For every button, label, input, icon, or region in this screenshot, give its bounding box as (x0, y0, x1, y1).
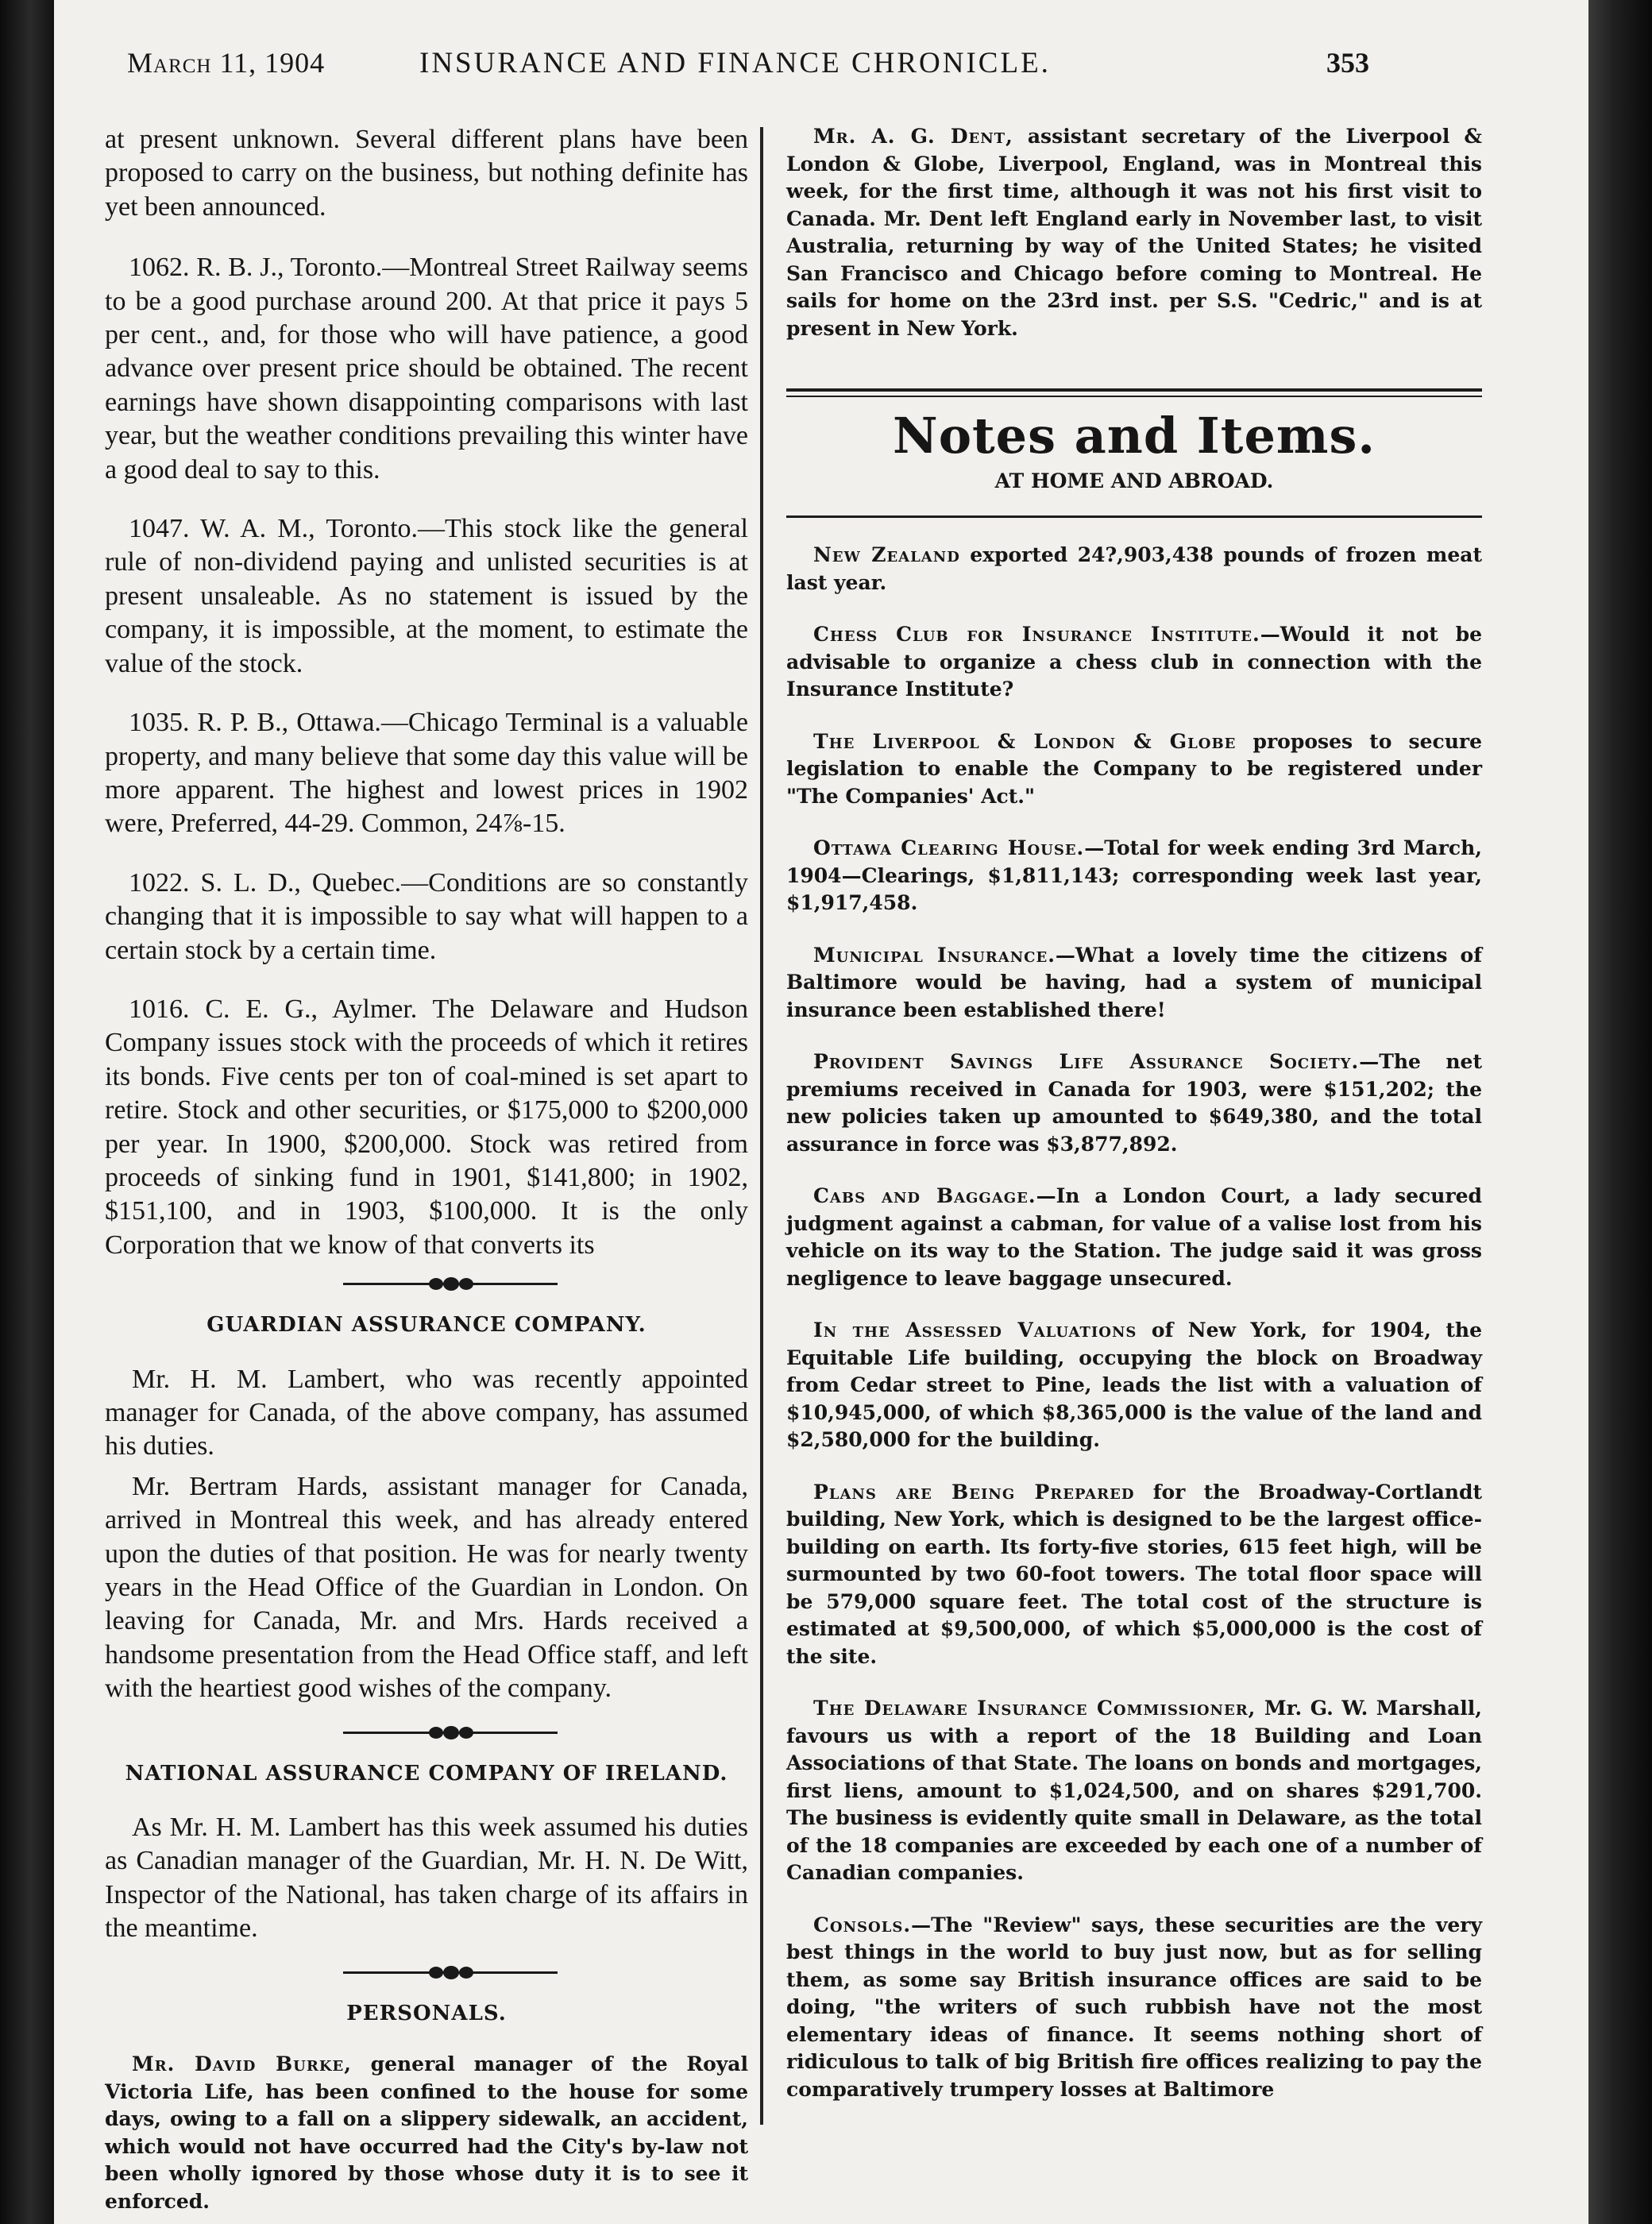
national-heading: NATIONAL ASSURANCE COMPANY OF IRELAND. (125, 1761, 728, 1786)
continued-text: at present unknown. Several different plans have been proposed to carry on the business, but nothing definite has yet been announced. (105, 125, 748, 222)
news-item (786, 1317, 1482, 1454)
item-lead: Plans are Being Prepared (813, 1480, 1135, 1504)
guardian-paragraph: Mr. H. M. Lambert, who was recently appointed manager for Canada, of the above company, has assumed his duties. (105, 1364, 748, 1461)
news-item (786, 728, 1482, 811)
item-text: Mr. G. W. Marshall, favours us with a report of the 18 Building and Loan Associations of that State. The loans on bonds and mortgages, first liens, amount to $1,024,500, and on shares $291,700. The business is evidently quite small in Delaware, as the total of the 18 companies are exceeded by each one of a number of Canadian companies. (786, 1697, 1482, 1884)
item-lead: In the Assessed Valuations (813, 1319, 1137, 1342)
header-date: March 11, 1904 (127, 47, 326, 79)
item-text: exported 24?,903,438 pounds of frozen meat last year. (786, 543, 1482, 594)
ornament-divider (343, 1725, 558, 1741)
guardian-heading: GUARDIAN ASSURANCE COMPANY. (206, 1313, 647, 1338)
item-text: —In a London Court, a lady secured judgment against a cabman, for value of a valise lost from his vehicle on its way to the Station. The judge said it was gross negligence to leave baggage unsecured. (786, 1184, 1482, 1290)
news-item (786, 1912, 1482, 2104)
news-item (786, 835, 1482, 917)
left-column (105, 123, 748, 2215)
right-page-edge (1587, 0, 1652, 2224)
national-paragraph: As Mr. H. M. Lambert has this week assumed his duties as Canadian manager of the Guardian, Mr. H. N. De Witt, Inspector of the National, has taken charge of its affairs in the meantime. (105, 1813, 748, 1944)
item-lead: Provident Savings Life Assurance Society. (813, 1050, 1360, 1073)
item-lead: New Zealand (813, 543, 960, 566)
dent-paragraph (786, 123, 1482, 342)
item-lead: The Liverpool & London & Globe (813, 729, 1237, 753)
item-lead: Consols. (813, 1913, 912, 1936)
item-text: —What a lovely time the citizens of Baltimore would be having, had a system of municipal insurance been established there! (786, 943, 1482, 1021)
news-item (786, 1695, 1482, 1887)
double-rule (786, 388, 1482, 397)
page-number: 353 (1326, 47, 1369, 79)
query-answer: 1016. C. E. G., Aylmer. The Delaware and Hudson Company issues stock with the proceeds of which it retires its bonds. Five cents per ton of coal-mined is set apart to retire. Stock and other securities, or $175,000 to $200,000 per year. In 1900, $200,000. Stock was retired from proceeds of sinking fund in 1901, $141,800; in 1902, $151,100, and in 1903, $100,000. It is the only Corporation that we know of that converts its (105, 994, 748, 1260)
personals-heading: PERSONALS. (346, 2001, 507, 2025)
news-item (786, 1048, 1482, 1158)
newspaper-page (54, 0, 1588, 2224)
item-lead: The Delaware Insurance Commissioner, (813, 1697, 1256, 1720)
query-answer: 1022. S. L. D., Quebec.—Conditions are so constantly changing that it is impossible to say what will happen to a certain stock by a certain time. (105, 867, 748, 965)
left-binding-edge (0, 0, 56, 2224)
personals-lead: Mr. David Burke, (132, 2052, 352, 2076)
guardian-paragraph: Mr. Bertram Hards, assistant manager for Canada, arrived in Montreal this week, and has already entered upon the duties of that position. He was for nearly twenty years in the Head Office of the Guardian in London. On leaving for Canada, Mr. and Mrs. Hards received a handsome presentation from the Head Office staff, and left with the heartiest good wishes of the company. (105, 1471, 748, 1704)
personals-paragraph (105, 2051, 748, 2215)
notes-title: Notes and Items. (893, 407, 1376, 465)
right-column (786, 123, 1482, 2103)
ornament-divider (343, 1276, 558, 1292)
dent-text: assistant secretary of the Liverpool & London & Globe, Liverpool, England, was in Montreal this week, for the first time, although it was not his first visit to Canada. Mr. Dent left England early in November last, to visit Australia, returning by way of the United States; he visited San Francisco and Chicago before coming to Montreal. He sails for home on the 23rd inst. per S.S. "Cedric," and is at present in New York. (786, 125, 1482, 340)
item-text: of New York, for 1904, the Equitable Life building, occupying the block on Broadway from Cedar street to Pine, leads the list with a valuation of $10,945,000, of which $8,365,000 is the value of the land and $2,580,000 for the building. (786, 1319, 1482, 1451)
news-item (786, 1183, 1482, 1292)
query-answer: 1062. R. B. J., Toronto.—Montreal Street Railway seems to be a good purchase around 200. At that price it pays 5 per cent., and, for those who will have patience, a good advance over present price should be obtained. The recent earnings have shown disappointing comparisons with last year, but the weather conditions prevailing this winter have a good deal to say to this. (105, 253, 748, 485)
news-item (786, 542, 1482, 597)
news-item (786, 621, 1482, 704)
column-divider (760, 127, 763, 2125)
item-text: —The net premiums received in Canada for 1903, were $151,202; the new policies taken up amounted to $649,380, and the total assurance in force was $3,877,892. (786, 1050, 1482, 1156)
rule (786, 515, 1482, 518)
dent-lead: Mr. A. G. Dent, (813, 125, 1013, 148)
item-lead: Ottawa Clearing House. (813, 836, 1085, 859)
query-answer: 1047. W. A. M., Toronto.—This stock like the general rule of non-dividend paying and unlisted securities is at present unsaleable. As no statement is issued by the company, it is impossible, at the moment, to estimate the value of the stock. (105, 514, 748, 678)
news-item (786, 942, 1482, 1025)
item-text: —Would it not be advisable to organize a chess club in connection with the Insurance Institute? (786, 623, 1483, 701)
item-lead: Chess Club for Insurance Institute. (813, 623, 1260, 646)
item-lead: Cabs and Baggage. (813, 1184, 1036, 1207)
item-text: proposes to secure legislation to enable the Company to be registered under "The Companies' Act." (786, 729, 1482, 808)
item-text: —Total for week ending 3rd March, 1904—Clearings, $1,811,143; corresponding week last year, $1,917,458. (786, 836, 1482, 914)
notes-subtitle: AT HOME AND ABROAD. (994, 469, 1274, 492)
item-text: —The "Review" says, these securities are the very best things in the world to buy just now, but as for selling them, as some say British insurance offices are said to be doing, "the writers of such rubbish have not the most elementary ideas of finance. It seems nothing short of ridiculous to talk of big British fire offices realizing to pay the comparatively trumpery losses at Baltimore (786, 1913, 1482, 2101)
header-title: INSURANCE AND FINANCE CHRONICLE. (419, 47, 1051, 79)
item-lead: Municipal Insurance. (813, 943, 1056, 967)
item-text: for the Broadway-Cortlandt building, New York, which is designed to be the largest office-building on earth. Its forty-five stories, 615 feet high, will be surmounted by two 60-foot towers. The total floor space will be 579,000 square feet. The total cost of the structure is estimated at $9,500,000, of which $5,000,000 is the cost of the site. (786, 1480, 1482, 1668)
personals-text: general manager of the Royal Victoria Life, has been confined to the house for some days, owing to a fall on a slippery sidewalk, an accident, which would not have occurred had the City's by-law not been wholly ignored by those whose duty it is to see it enforced. (105, 2052, 748, 2213)
ornament-divider (343, 1965, 558, 1981)
news-item (786, 1479, 1482, 1671)
running-header (54, 46, 1588, 94)
query-answer: 1035. R. P. B., Ottawa.—Chicago Terminal is a valuable property, and many believe that some day this value will be more apparent. The highest and lowest prices in 1902 were, Preferred, 44-29. Common, 24⅞-15. (105, 708, 748, 839)
